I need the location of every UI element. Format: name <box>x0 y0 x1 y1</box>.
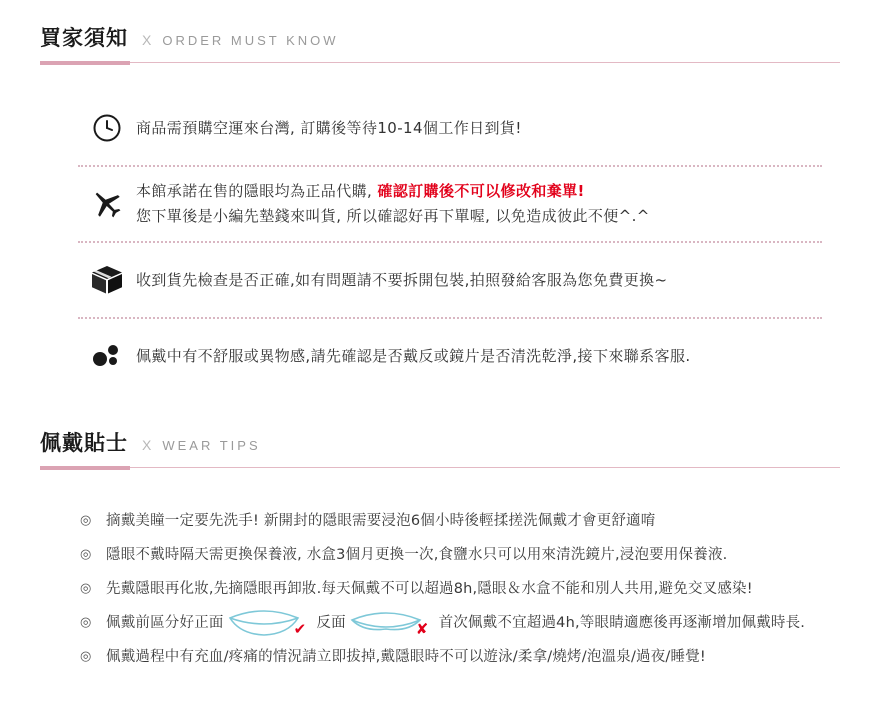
section-rule <box>0 61 880 65</box>
notice-highlight: 確認訂購後不可以修改和棄單! <box>377 182 585 200</box>
section-title-cn: 佩戴貼士 <box>40 431 128 455</box>
correct-mark-icon: ✔ <box>293 620 307 638</box>
contact-lens-dots-icon <box>78 343 136 369</box>
tip-text: 佩戴過程中有充血/疼痛的情況請立即拔掉,戴隱眼時不可以遊泳/柔拿/燒烤/泡溫泉/過夜/睡覺! <box>106 649 706 665</box>
section-title-separator: X <box>142 32 153 48</box>
notice-list <box>0 91 880 393</box>
incorrect-mark-icon: ✘ <box>415 620 429 638</box>
order-must-know-header <box>0 0 880 65</box>
tip-bullet-icon: ◎ <box>80 547 92 562</box>
tip-row <box>80 572 832 606</box>
rule-thin <box>40 62 840 63</box>
notice-text <box>136 116 822 141</box>
notice-row <box>78 243 822 317</box>
notice-line <box>136 179 822 204</box>
notice-row <box>78 319 822 393</box>
rule-thick <box>40 466 130 470</box>
tip-text: 摘戴美瞳一定要先洗手! 新開封的隱眼需要浸泡6個小時後輕揉搓洗佩戴才會更舒適唷 <box>106 513 656 529</box>
section-title-en: ORDER MUST KNOW <box>162 33 339 48</box>
tips-list <box>0 504 880 674</box>
notice-row <box>78 167 822 241</box>
notice-line-part: 本館承諾在售的隱眼均為正品代購, <box>136 182 373 200</box>
clock-icon <box>78 114 136 142</box>
notice-line: 佩戴中有不舒服或異物感,請先確認是否戴反或鏡片是否清洗乾淨,接下來聯系客服. <box>136 346 691 365</box>
wear-tips-header <box>0 393 880 470</box>
tip-text-part: 首次佩戴不宜超過4h,等眼睛適應後再逐漸增加佩戴時長. <box>438 615 806 631</box>
notice-text <box>136 179 822 229</box>
notice-row <box>78 91 822 165</box>
lens-correct-shape-icon <box>226 608 302 638</box>
section-heading <box>0 427 880 457</box>
notice-line: 收到貨先檢查是否正確,如有問題請不要拆開包裝,拍照發給客服為您免費更換~ <box>136 270 668 289</box>
notice-text <box>136 344 822 369</box>
section-title-separator: X <box>142 437 153 453</box>
tip-bullet-icon: ◎ <box>80 615 92 630</box>
tip-text-part: 佩戴前區分好正面 <box>106 615 224 631</box>
tip-bullet-icon: ◎ <box>80 649 92 664</box>
airplane-icon <box>78 187 136 221</box>
notice-line: 商品需預購空運來台灣, 訂購後等待10-14個工作日到貨! <box>136 118 522 137</box>
tip-text: 隱眼不戴時隔天需更換保養液, 水盒3個月更換一次,食鹽水只可以用來清洗鏡片,浸泡要用保養液. <box>106 547 728 563</box>
rule-thick <box>40 61 130 65</box>
section-rule <box>0 466 880 470</box>
notice-text <box>136 268 822 293</box>
tip-text-part: 反面 <box>316 615 346 631</box>
tip-row-lens-orientation <box>80 606 832 640</box>
box-icon <box>78 265 136 295</box>
tip-bullet-icon: ◎ <box>80 513 92 528</box>
tip-bullet-icon: ◎ <box>80 581 92 596</box>
tip-row <box>80 538 832 572</box>
tip-row <box>80 504 832 538</box>
rule-thin <box>40 467 840 468</box>
tip-text <box>106 606 832 640</box>
lens-reversed-shape-icon <box>348 608 424 638</box>
tip-text: 先戴隱眼再化妝,先摘隱眼再卸妝.每天佩戴不可以超過8h,隱眼＆水盒不能和別人共用,避免交叉感染! <box>106 581 753 597</box>
notice-line: 您下單後是小編先墊錢來叫貨, 所以確認好再下單喔, 以免造成彼此不便^.^ <box>136 207 650 225</box>
section-title-cn: 買家須知 <box>40 26 128 50</box>
section-heading <box>0 22 880 52</box>
tip-row <box>80 640 832 674</box>
section-title-en: WEAR TIPS <box>162 438 261 453</box>
